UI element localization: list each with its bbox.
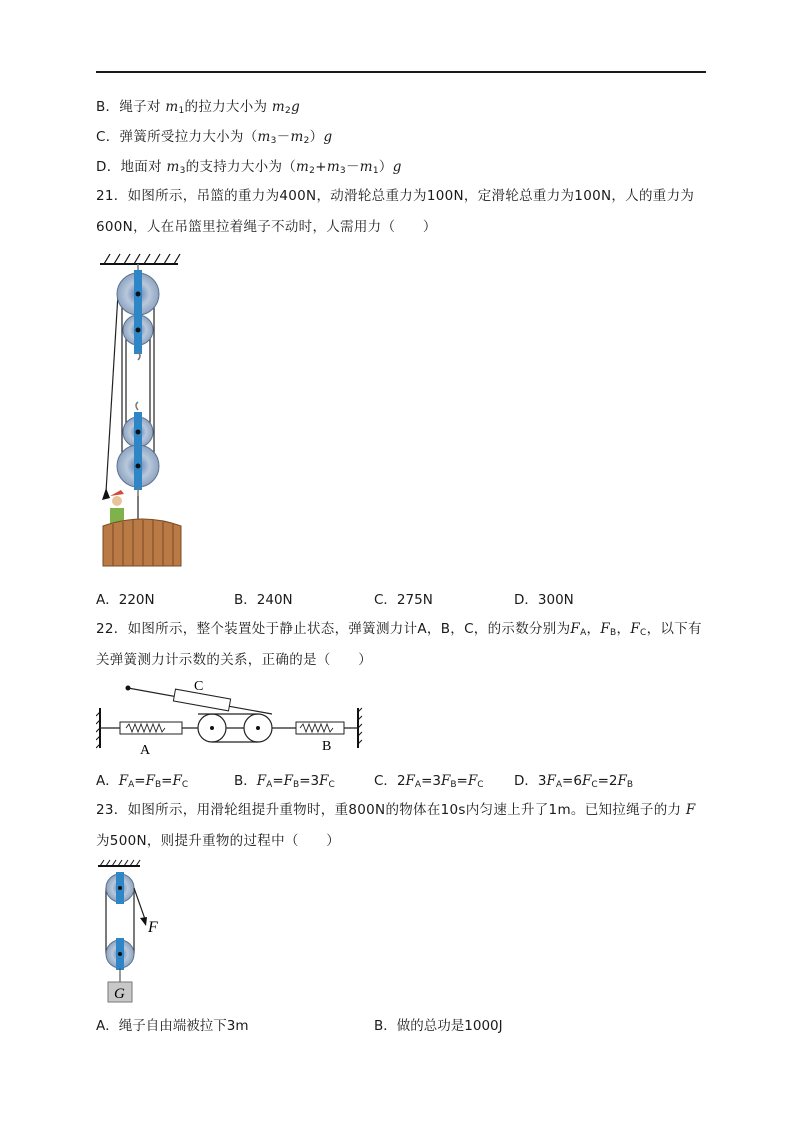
q23-option-b[interactable]: B．做的总功是1000J: [374, 1018, 503, 1034]
q22-spring-scale-figure: [96, 678, 366, 758]
q22-label-b: B: [322, 739, 332, 754]
q20-option-b: B．绳子对 $m_1$的拉力大小为 $m_2g$: [96, 99, 301, 116]
q22-label-c: C: [194, 679, 204, 694]
q21-option-a[interactable]: A．220N: [96, 592, 155, 608]
q23-option-a[interactable]: A．绳子自由端被拉下3m: [96, 1018, 249, 1034]
q23-label-g: G: [114, 986, 125, 1002]
q22-option-b[interactable]: B．$F_A=F_B=3F_C$: [234, 773, 335, 790]
q23-stem-line1: 23．如图所示，用滑轮组提升重物时，重800N的物体在10s内匀速上升了1m。已知拉绳子的力 F: [96, 802, 696, 818]
q23-stem-line2: 为500N，则提升重物的过程中（ ）: [96, 833, 341, 849]
q21-pulley-basket-figure: [96, 252, 196, 572]
q23-label-f: F: [148, 919, 158, 936]
q23-pulley-block-figure: [96, 858, 176, 1008]
q20-option-d: D．地面对 $m_3$的支持力大小为$(m_2+m_3-m_1)g$: [96, 159, 402, 176]
q21-option-b[interactable]: B．240N: [234, 592, 293, 608]
q22-option-a[interactable]: A．$F_A=F_B=F_C$: [96, 773, 189, 790]
q21-option-c[interactable]: C．275N: [374, 592, 433, 608]
q22-label-a: A: [140, 743, 151, 758]
header-rule: [96, 71, 706, 73]
q22-option-c[interactable]: C．$2F_A=3F_B=F_C$: [374, 773, 484, 790]
q21-stem-line2: 600N，人在吊篮里拉着绳子不动时，人需用力（ ）: [96, 219, 437, 235]
q22-stem-line1: 22．如图所示，整个装置处于静止状态，弹簧测力计A，B，C，的示数分别为$F_A$，$F_B$，$F_C$，以下有: [96, 621, 702, 638]
q21-stem-line1: 21．如图所示，吊篮的重力为400N，动滑轮总重力为100N，定滑轮总重力为100N，人的重力为: [96, 188, 695, 204]
q22-stem-line2: 关弹簧测力计示数的关系，正确的是（ ）: [96, 652, 372, 668]
q22-option-d[interactable]: D．$3F_A=6F_C=2F_B$: [514, 773, 634, 790]
q21-option-d[interactable]: D．300N: [514, 592, 574, 608]
q20-option-c: C．弹簧所受拉力大小为$(m_3-m_2)g$: [96, 129, 333, 146]
